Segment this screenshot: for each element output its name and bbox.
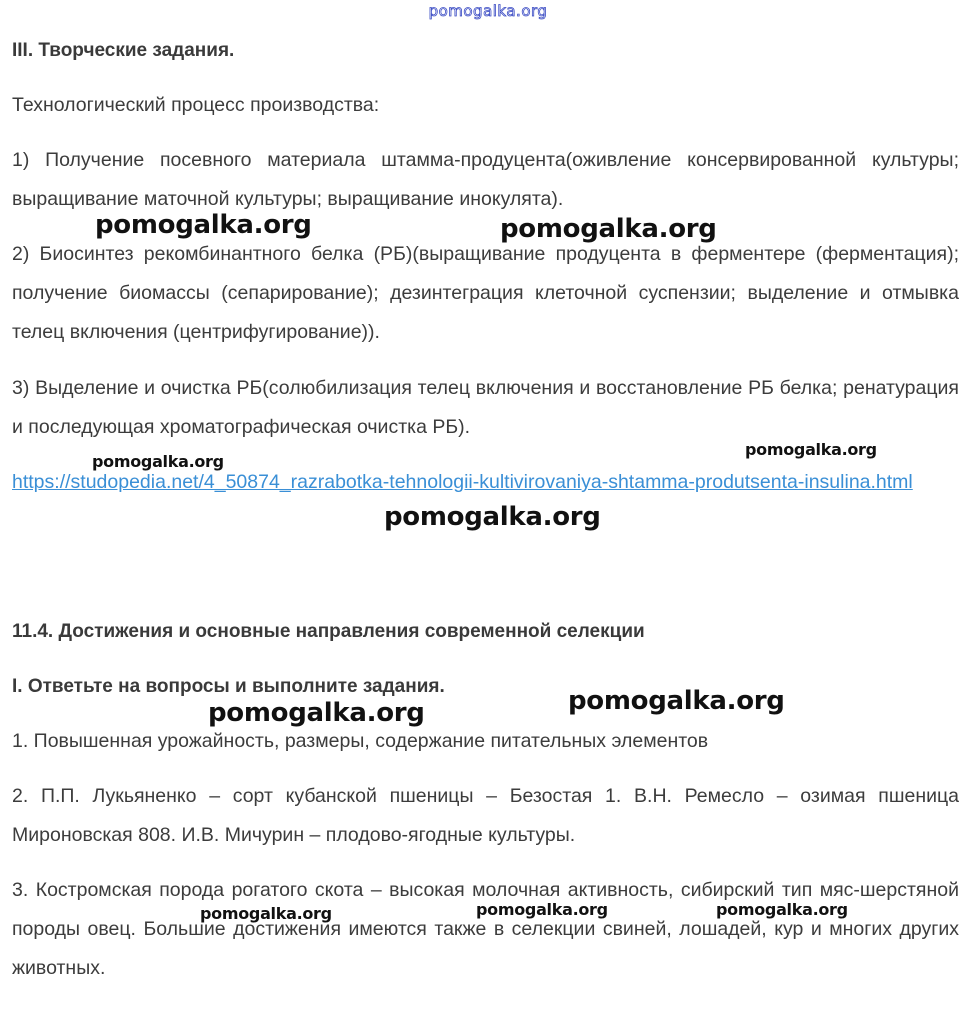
process-intro: Технологический процесс производства: bbox=[12, 94, 380, 116]
watermark: pomogalka.org bbox=[500, 214, 717, 244]
process-step-3: 3) Выделение и очистка РБ(солюбилизация телец включения и восстановление РБ белка; ренатурация и последующая хроматографическая очистка РБ). bbox=[12, 377, 959, 438]
process-step-2: 2) Биосинтез рекомбинантного белка (РБ)(выращивание продуцента в ферментере (ферментация); получение биомассы (сепарирование); дезинтеграция клеточной суспензии; выделение и отмывка телец включения (центрифугирование)). bbox=[12, 243, 959, 343]
watermark: pomogalka.org bbox=[92, 452, 224, 471]
answer-3: 3. Костромская порода рогатого скота – высокая молочная активность, сибирский тип мяс-шерстяной породы овец. Большие достижения имеются также в селекции свиней, лошадей, кур и многих других животных. bbox=[12, 879, 959, 979]
section-11-4-title: 11.4. Достижения и основные направления современной селекции bbox=[12, 621, 645, 642]
watermark: pomogalka.org bbox=[716, 900, 848, 919]
watermark: pomogalka.org bbox=[476, 900, 608, 919]
watermark: pomogalka.org bbox=[568, 686, 785, 716]
section-3-title: III. Творческие задания. bbox=[12, 40, 235, 61]
answer-2: 2. П.П. Лукьяненко – сорт кубанской пшеницы – Безостая 1. В.Н. Ремесло – озимая пшеница Мироновская 808. И.В. Мичурин – плодово-ягодные культуры. bbox=[12, 785, 959, 846]
watermark: pomogalka.org bbox=[208, 698, 425, 728]
watermark: pomogalka.org bbox=[745, 440, 877, 459]
watermark: pomogalka.org bbox=[95, 210, 312, 240]
source-link[interactable]: https://studopedia.net/4_50874_razrabotka-tehnologii-kultivirovaniya-shtamma-produtsenta-insulina.html bbox=[12, 471, 913, 493]
process-step-1: 1) Получение посевного материала штамма-продуцента(оживление консервированной культуры; выращивание маточной культуры; выращивание инокулята). bbox=[12, 149, 959, 210]
watermark: pomogalka.org bbox=[384, 502, 601, 532]
section-11-4-subtitle: I. Ответьте на вопросы и выполните задания. bbox=[12, 676, 445, 697]
top-watermark: pomogalka.org bbox=[428, 2, 548, 20]
answer-1: 1. Повышенная урожайность, размеры, содержание питательных элементов bbox=[12, 730, 709, 752]
watermark: pomogalka.org bbox=[200, 904, 332, 923]
